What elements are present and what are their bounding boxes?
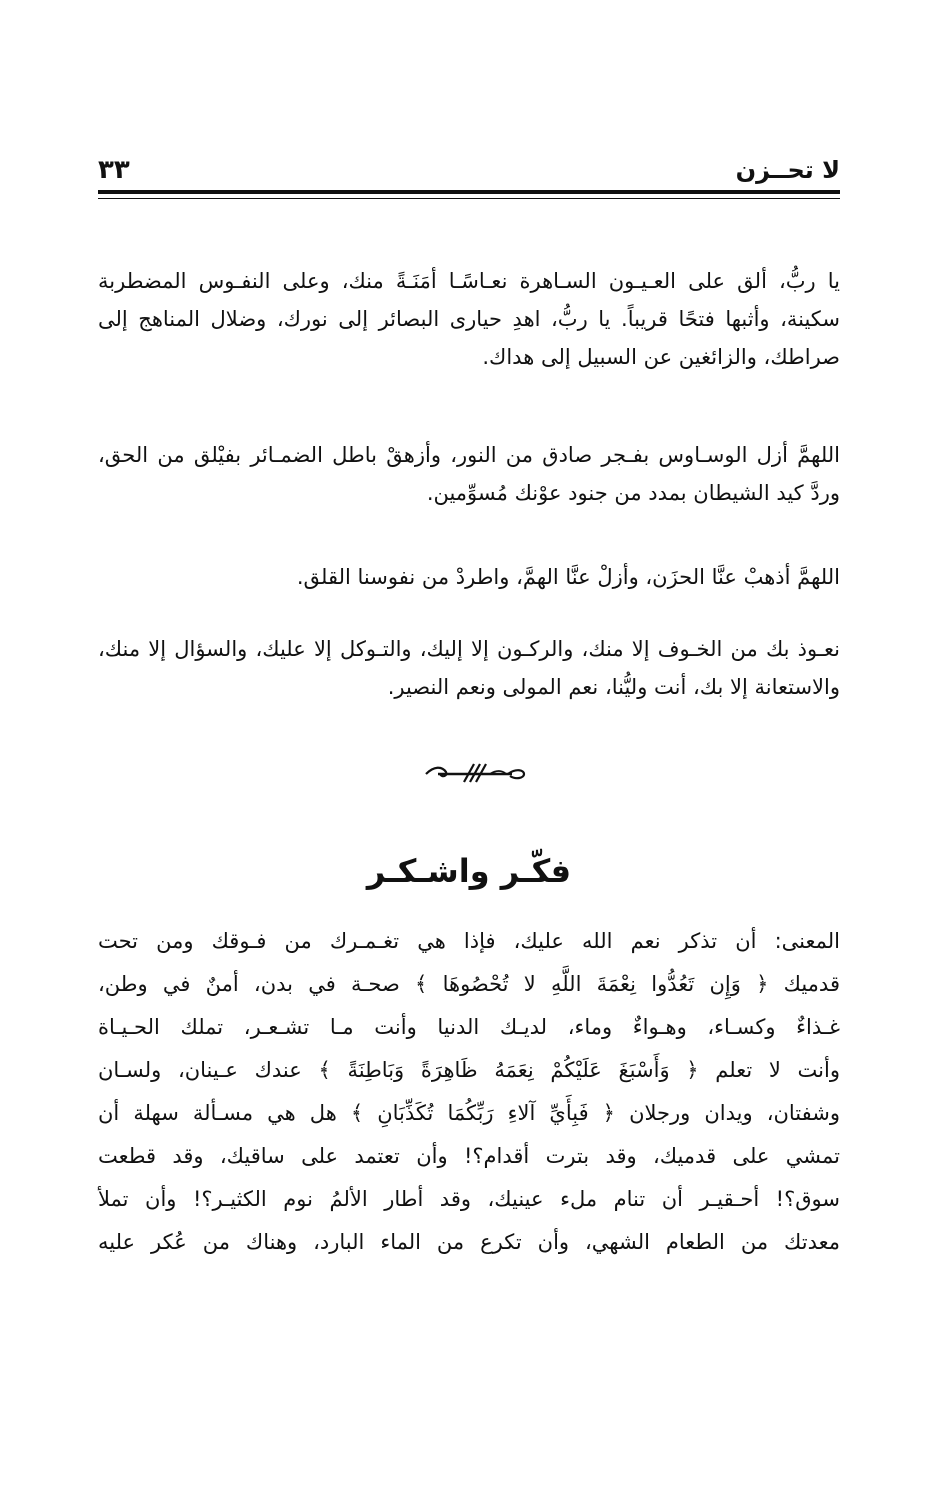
paragraph-prayer-4: نعـوذ بك من الخـوف إلا منك، والركـون إلا إليك، والتـوكل إلا عليك، والسؤال إلا منك، والاستعانة إلا بك، أنت وليُّنا، نعم المولى ونعم النصير. <box>98 637 840 699</box>
page-header <box>98 150 840 190</box>
decorative-flourish-icon <box>420 758 530 788</box>
header-rule-thick <box>98 190 840 194</box>
section-line: غـذاءٌ وكسـاء، وهـواءٌ وماء، لديـك الدنيا وأنت مـا تشـعـر، تملك الحـيـاة <box>98 1015 840 1039</box>
page-number: ٣٣ <box>98 155 130 185</box>
section-line: وأنت لا تعلم ﴿ وَأَسْبَغَ عَلَيْكُمْ نِعَمَهُ ظَاهِرَةً وَبَاطِنَةً ﴾ عندك عـينان، ولسـان <box>98 1058 840 1082</box>
section-line: المعنى: أن تذكر نعم الله عليك، فإذا هي تغـمـرك من فـوقك ومن تحت <box>98 929 840 953</box>
section-line: قدميك ﴿ وَإِن تَعُدُّوا نِعْمَةَ اللَّهِ لا تُحْصُوهَا ﴾ صحـة في بدن، أمنٌ في وطن، <box>98 972 840 996</box>
header-rule-thin <box>98 198 840 199</box>
section-line: معدتك من الطعام الشهي، وأن تكرع من الماء البارد، وهناك من عُكر عليه <box>98 1230 840 1254</box>
section-line: سوق؟! أحـقيـر أن تنام ملء عينيك، وقد أطار الألمُ نوم الكثيـر؟! وأن تملأ <box>98 1187 840 1211</box>
paragraph-prayer-1: يا ربُّ، ألق على العـيـون السـاهرة نعـاسًـا أمَنَـةً منك، وعلى النفـوس المضطربة سكينة، وأثبها فتحًا قريباً. يا ربُّ، اهدِ حيارى البصائر إلى نورك، وضلال المناهج إلى صراطك، والزائغين عن السبيل إلى هداك. <box>98 269 840 369</box>
section-title: فكّـر واشـكـر <box>366 852 572 890</box>
section-body <box>98 920 840 1264</box>
paragraph-prayer-3: اللهمَّ أذهبْ عنَّا الحزَن، وأزلْ عنَّا الهمَّ، واطردْ من نفوسنا القلق. <box>296 565 840 589</box>
paragraph-prayer-2: اللهمَّ أزل الوسـاوس بفـجر صادق من النور، وأزهقْ باطل الضمـائر بفيْلق من الحق، وردَّ كيد الشيطان بمدد من جنود عوْنك مُسوِّمين. <box>98 443 840 505</box>
running-title: لا تحــزن <box>735 156 840 184</box>
section-line: تمشي على قدميك، وقد بترت أقدام؟! وأن تعتمد على ساقيك، وقد قطعت <box>98 1144 840 1168</box>
section-line: وشفتان، ويدان ورجلان ﴿ فَبِأَيِّ آلاءِ رَبِّكُمَا تُكَذِّبَانِ ﴾ هل هي مسـألة سهلة أن <box>98 1101 840 1125</box>
